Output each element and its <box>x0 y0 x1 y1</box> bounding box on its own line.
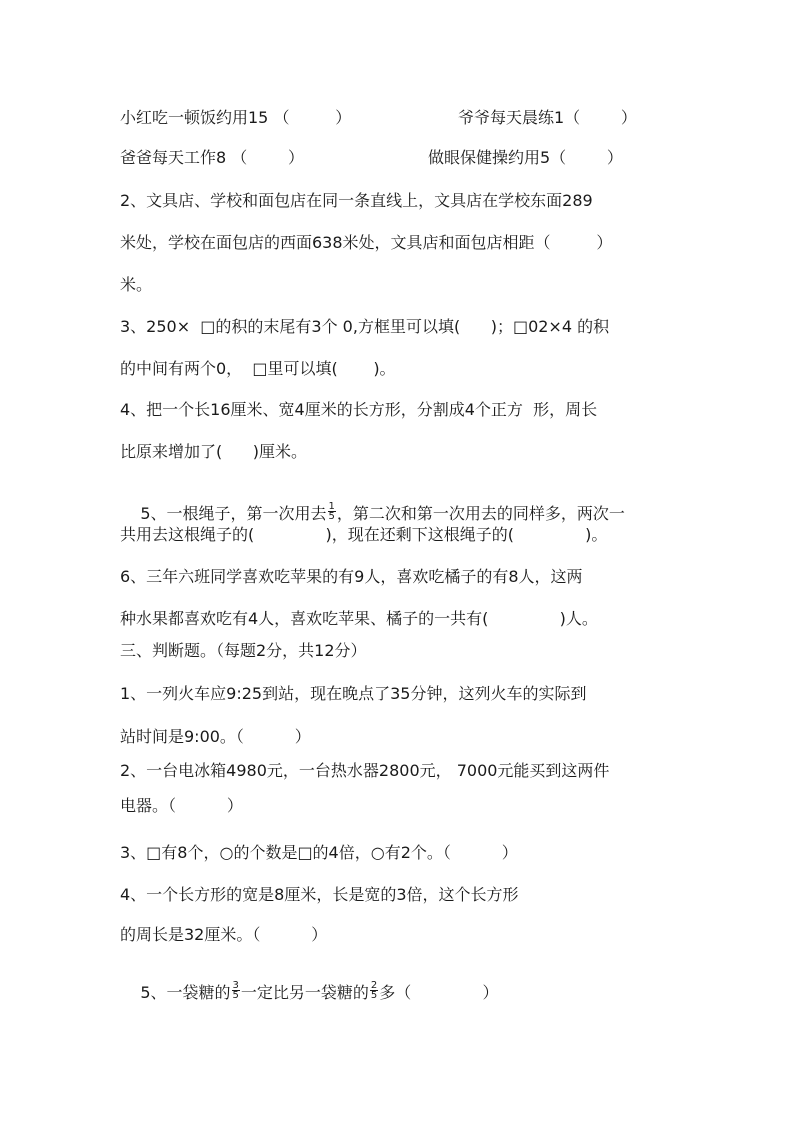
judge-5-text-before: 5、一袋糖的 <box>140 983 231 1002</box>
fraction-numerator: 2 <box>370 980 378 991</box>
section-3-heading: 三、判断题。（每题2分，共12分） <box>120 641 367 660</box>
judge-1-line-2: 站时间是9:00。（ ） <box>120 727 311 746</box>
fraction-numerator: 1 <box>328 501 335 512</box>
question-3-line-2: 的中间有两个0， □里可以填( )。 <box>120 359 396 378</box>
judge-2-line-2: 电器。（ ） <box>120 796 243 815</box>
question-5-line-2: 共用去这根绳子的( )，现在还剩下这根绳子的( )。 <box>120 525 608 544</box>
judge-4-line-1: 4、一个长方形的宽是8厘米，长是宽的3倍，这个长方形 <box>120 885 519 904</box>
question-6-line-2: 种水果都喜欢吃有4人，喜欢吃苹果、橘子的一共有( )人。 <box>120 609 598 628</box>
judge-5-line-1 <box>120 963 499 1023</box>
judge-5-text-middle: 一定比另一袋糖的 <box>240 983 369 1002</box>
judge-2-line-1: 2、一台电冰箱4980元，一台热水器2800元， 7000元能买到这两件 <box>120 761 610 780</box>
fraction-denominator: 5 <box>370 990 378 1001</box>
fill-row-2-right: 做眼保健操约用5（ ） <box>428 148 623 167</box>
fraction-two-fifths <box>370 981 378 1000</box>
fraction-denominator: 5 <box>328 511 335 522</box>
fraction-numerator: 3 <box>232 980 239 991</box>
fill-row-1-right: 爷爷每天晨练1（ ） <box>458 108 637 127</box>
question-5-text-after: ，第二次和第一次用去的同样多，两次一 <box>336 504 625 523</box>
fraction-one-fifth <box>328 502 336 521</box>
fraction-denominator: 5 <box>232 990 239 1001</box>
fraction-three-fifths <box>232 981 240 1000</box>
question-3-line-1: 3、250× □的积的末尾有3个 0,方框里可以填( )；□02×4 的积 <box>120 317 610 336</box>
question-2-line-3: 米。 <box>120 275 153 294</box>
judge-1-line-1: 1、一列火车应9:25到站，现在晚点了35分钟，这列火车的实际到 <box>120 684 587 703</box>
judge-3-line-1: 3、□有8个，○的个数是□的4倍，○有2个。（ ） <box>120 843 518 862</box>
judge-4-line-2: 的周长是32厘米。（ ） <box>120 925 328 944</box>
question-5-text-before: 5、一根绳子，第一次用去 <box>140 504 327 523</box>
question-6-line-1: 6、三年六班同学喜欢吃苹果的有9人，喜欢吃橘子的有8人，这两 <box>120 567 583 586</box>
judge-5-text-after: 多（ ） <box>379 983 499 1002</box>
fill-row-2-left: 爸爸每天工作8 （ ） <box>120 148 304 167</box>
fill-row-1-left: 小红吃一顿饭约用15 （ ） <box>120 108 352 127</box>
question-4-line-1: 4、把一个长16厘米、宽4厘米的长方形，分割成4个正方 形，周长 <box>120 400 598 419</box>
question-2-line-1: 2、文具店、学校和面包店在同一条直线上，文具店在学校东面289 <box>120 191 593 210</box>
question-4-line-2: 比原来增加了( )厘米。 <box>120 442 308 461</box>
question-2-line-2: 米处，学校在面包店的西面638米处，文具店和面包店相距（ ） <box>120 233 613 252</box>
